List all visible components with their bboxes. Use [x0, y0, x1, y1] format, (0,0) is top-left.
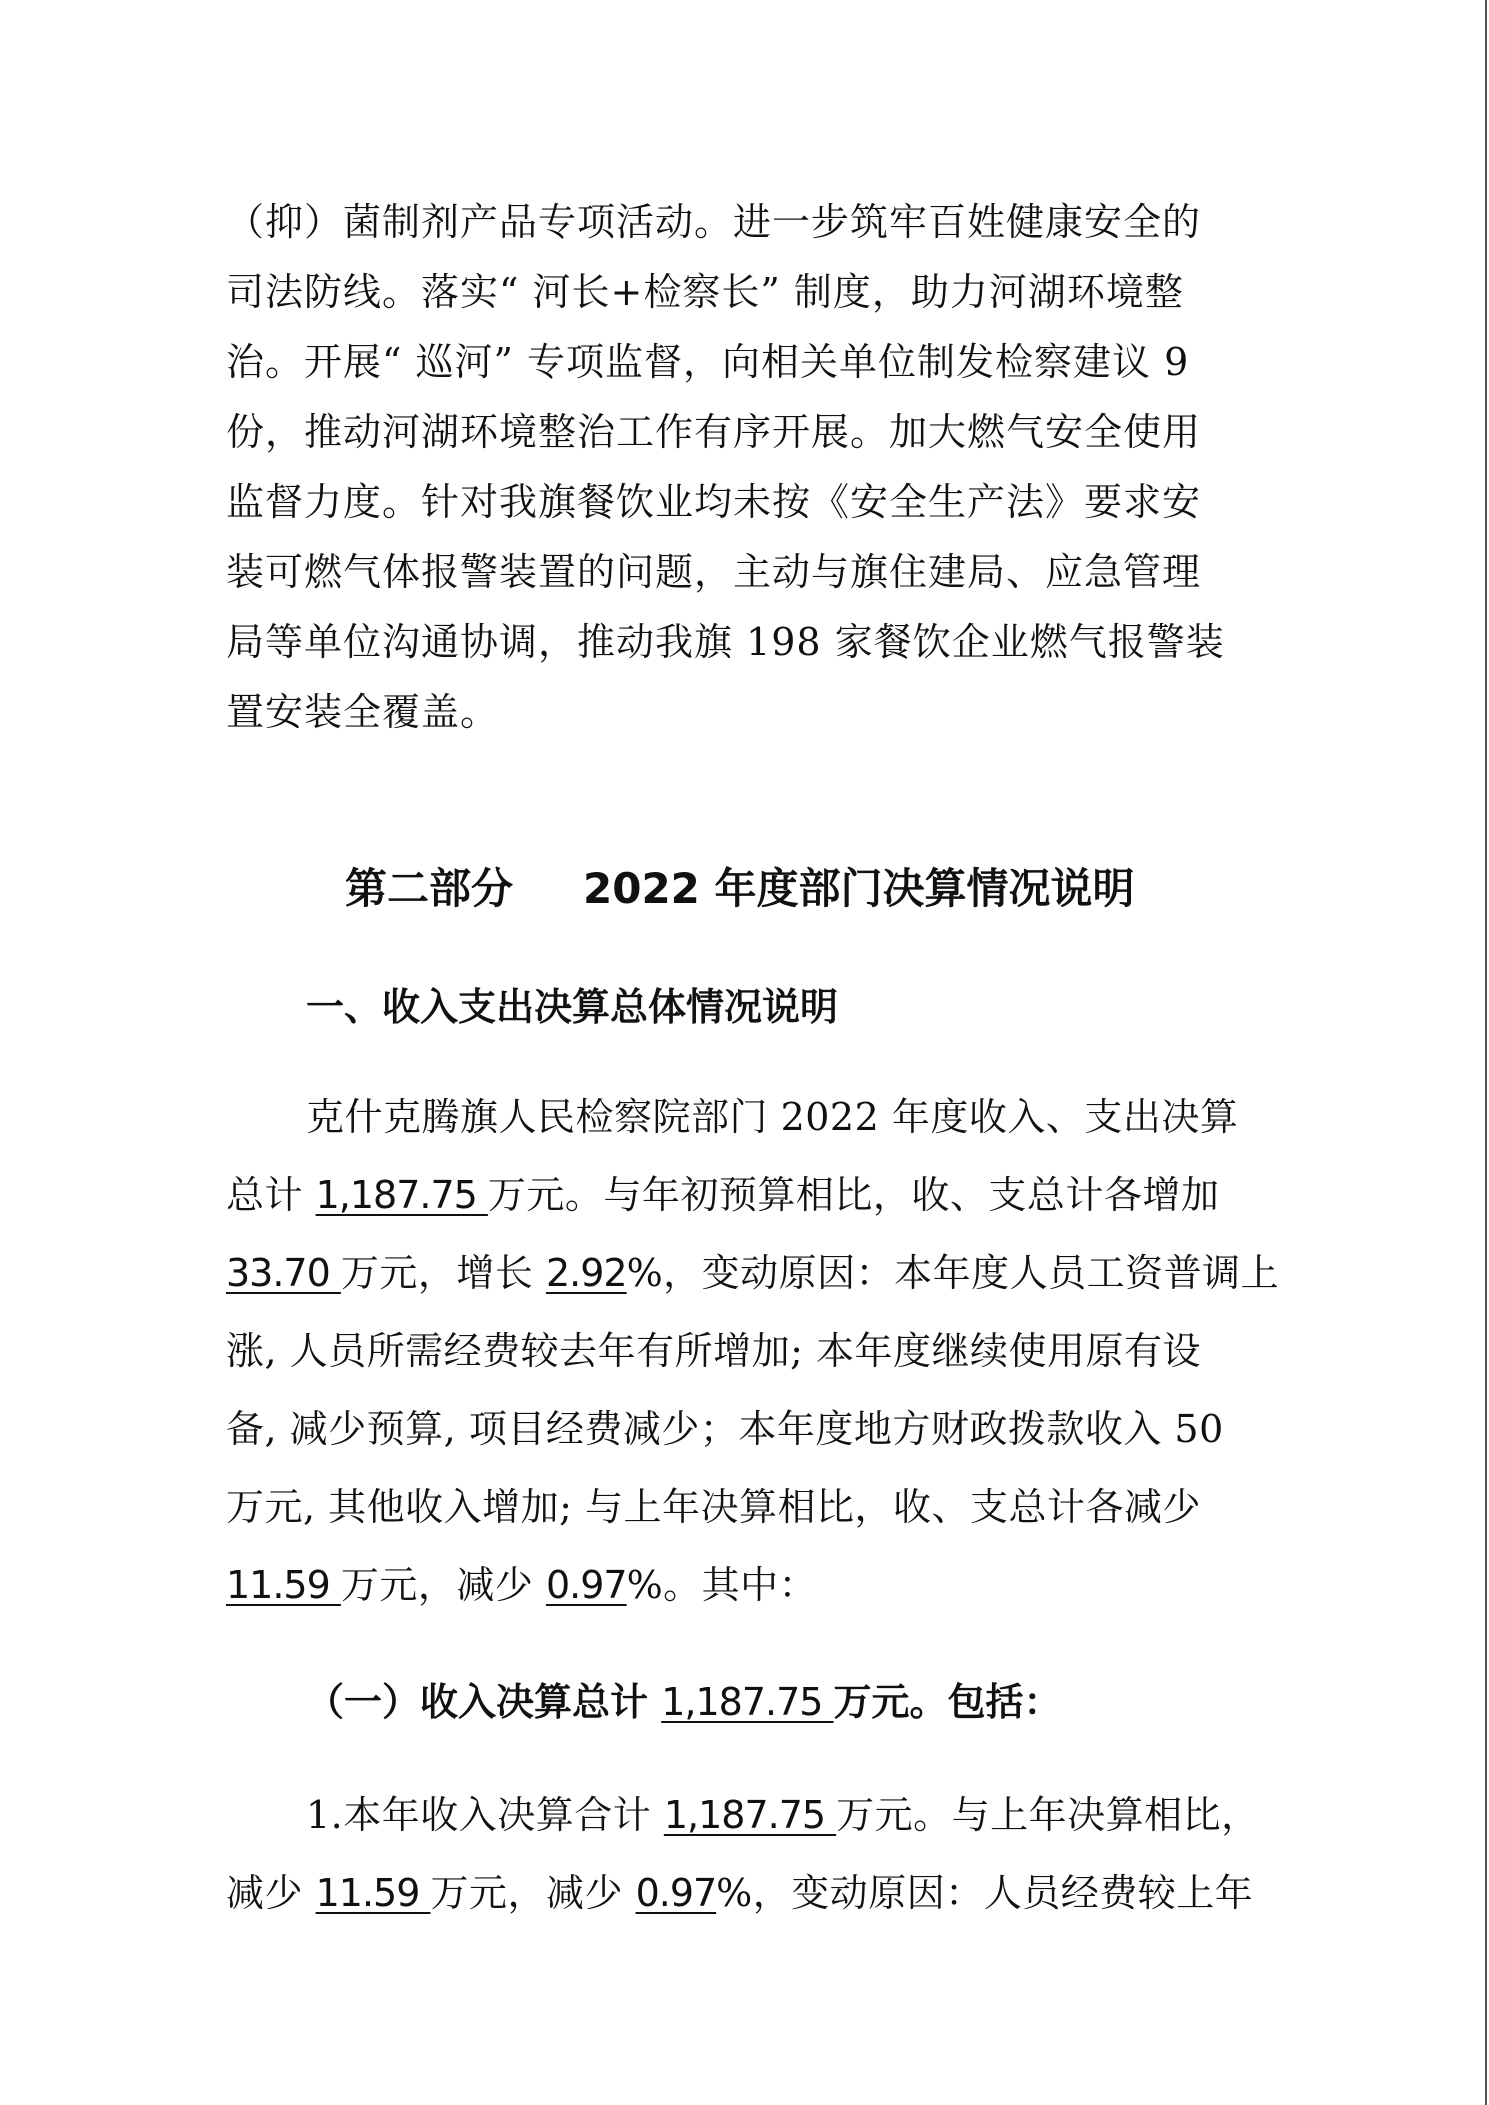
- paragraph-line: [226, 1563, 817, 1607]
- part-heading: [345, 865, 1135, 913]
- paragraph-line: [306, 1793, 1260, 1837]
- text-span: 万元，增长: [340, 1251, 546, 1295]
- paragraph-line: 备, 减少预算, 项目经费减少；本年度地方财政拨款收入 50: [226, 1407, 1224, 1451]
- text-span: 万元。与上年决算相比，: [836, 1793, 1260, 1837]
- amount-underlined: 11.59: [315, 1871, 431, 1915]
- text-span: 1.本年收入决算合计: [306, 1793, 664, 1837]
- text-span: %，变动原因：本年度人员工资普调上: [626, 1251, 1280, 1295]
- text-span: %。其中：: [626, 1563, 818, 1607]
- percent-underlined: 0.97: [635, 1871, 717, 1915]
- percent-underlined: 2.92: [545, 1251, 627, 1295]
- paragraph-line: 治。开展“ 巡河” 专项监督，向相关单位制发检察建议 9: [226, 340, 1190, 384]
- paragraph-line: 局等单位沟通协调，推动我旗 198 家餐饮企业燃气报警装: [226, 620, 1225, 664]
- paragraph-line: [226, 1251, 1279, 1295]
- section-1-title: 一、收入支出决算总体情况说明: [306, 985, 839, 1029]
- amount-underlined: 1,187.75: [663, 1793, 837, 1837]
- paragraph-line: 置安装全覆盖。: [226, 690, 500, 734]
- paragraph-line: [226, 1173, 1219, 1217]
- text-span: 万元。与年初预算相比，收、支总计各增加: [487, 1173, 1220, 1217]
- paragraph-line: [226, 1871, 1253, 1915]
- amount-underlined: 1,187.75: [661, 1680, 834, 1724]
- subsection-1-title: [306, 1680, 1062, 1724]
- text-span: 万元。包括：: [833, 1680, 1062, 1724]
- percent-underlined: 0.97: [545, 1563, 627, 1607]
- paragraph-line: 司法防线。落实“ 河长+检察长” 制度，助力河湖环境整: [226, 270, 1184, 314]
- text-span: （一）收入决算总计: [306, 1680, 662, 1724]
- text-span: 总计: [226, 1173, 316, 1217]
- paragraph-line: 装可燃气体报警装置的问题，主动与旗住建局、应急管理: [226, 550, 1202, 594]
- part-label: 第二部分: [345, 864, 514, 913]
- paragraph-line: 监督力度。针对我旗餐饮业均未按《安全生产法》要求安: [226, 480, 1202, 524]
- text-span: 减少: [226, 1871, 316, 1915]
- paragraph-line: 份，推动河湖环境整治工作有序开展。加大燃气安全使用: [226, 410, 1202, 454]
- paragraph-line: 克什克腾旗人民检察院部门 2022 年度收入、支出决算: [306, 1095, 1239, 1139]
- amount-underlined: 1,187.75: [315, 1173, 488, 1217]
- amount-underlined: 11.59: [226, 1563, 341, 1607]
- paragraph-line: 万元, 其他收入增加; 与上年决算相比，收、支总计各减少: [226, 1485, 1202, 1529]
- page-edge-line: [1485, 0, 1487, 2105]
- paragraph-line: 涨, 人员所需经费较去年有所增加; 本年度继续使用原有设: [226, 1329, 1202, 1373]
- amount-underlined: 33.70: [226, 1251, 341, 1295]
- text-span: %，变动原因：人员经费较上年: [716, 1871, 1254, 1915]
- text-span: 万元，减少: [430, 1871, 636, 1915]
- part-title: 2022 年度部门决算情况说明: [583, 864, 1135, 913]
- paragraph-line: （抑）菌制剂产品专项活动。进一步筑牢百姓健康安全的: [226, 200, 1202, 244]
- text-span: 万元，减少: [340, 1563, 546, 1607]
